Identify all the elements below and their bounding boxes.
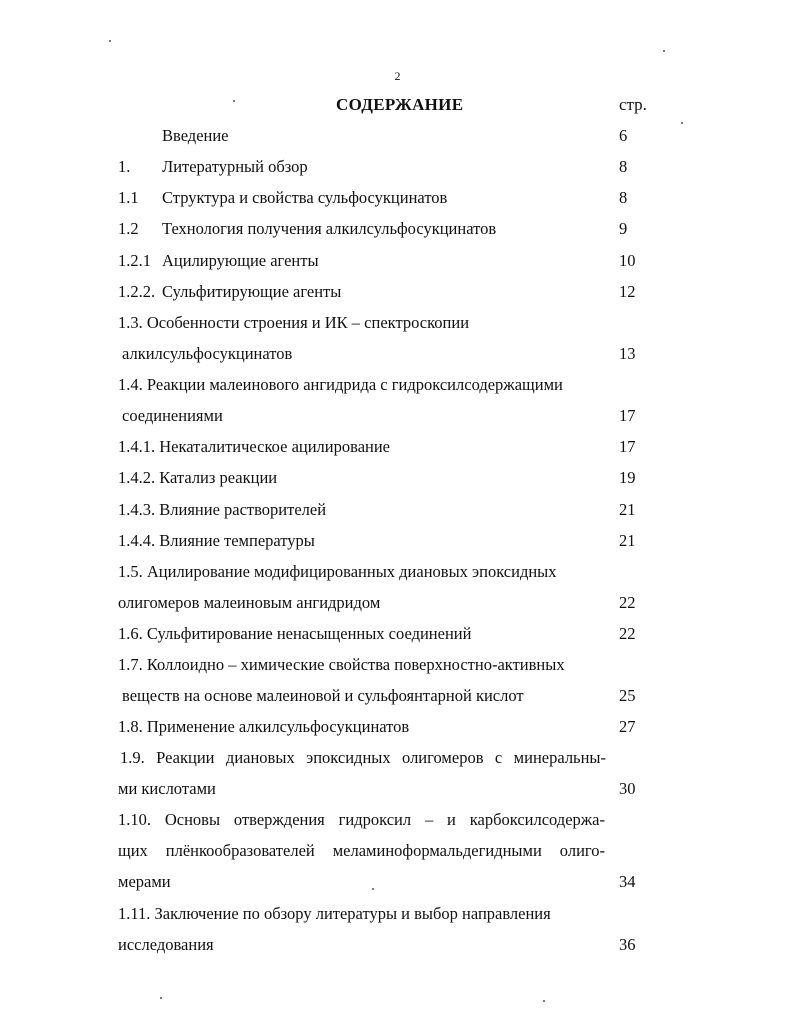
toc-entry [0, 715, 795, 739]
toc-entry [0, 870, 795, 894]
toc-entry-page: 19 [619, 468, 636, 487]
toc-entry-page: 21 [619, 500, 636, 519]
toc-entry-title: 1.8. Применение алкилсульфосукцинатов [118, 717, 410, 736]
toc-entry-title: ми кислотами [118, 779, 216, 798]
page-number: 2 [394, 69, 401, 83]
toc-entry-title: Сульфитирующие агенты [162, 282, 342, 301]
toc-entry-title: 1.9. Реакции диановых эпоксидных олигомеров с минеральны- [120, 748, 606, 767]
toc-entry [0, 280, 795, 304]
toc-entry-title: Литературный обзор [162, 157, 308, 176]
toc-entry-page: 36 [619, 935, 636, 954]
toc-entry [0, 217, 795, 241]
toc-entry [0, 746, 795, 770]
toc-entry [0, 622, 795, 646]
toc-entry [0, 684, 795, 708]
toc-entry-title: 1.6. Сульфитирование ненасыщенных соединений [118, 624, 472, 643]
toc-entry-title: соединениями [122, 406, 223, 425]
toc-entry [0, 311, 795, 335]
toc-entry-page: 8 [619, 188, 628, 207]
toc-entry-title: щих плёнкообразователей меламиноформальдегидными олиго- [118, 841, 605, 860]
toc-entry-title: 1.4.2. Катализ реакции [118, 468, 278, 487]
toc-entry-title: 1.3. Особенности строения и ИК – спектроскопии [118, 313, 470, 332]
toc-entry-number: 1.2.1 [118, 251, 151, 270]
toc-entry [0, 186, 795, 210]
toc-entry-title: Ацилирующие агенты [162, 251, 319, 270]
toc-entry-title: 1.4.3. Влияние растворителей [118, 500, 327, 519]
toc-entry-title: исследования [118, 935, 214, 954]
toc-entry-title: мерами [118, 872, 171, 891]
scan-speck [160, 997, 162, 999]
toc-entry [0, 466, 795, 490]
toc-entry-number: 1.1 [118, 188, 139, 207]
toc-entry-page: 12 [619, 282, 636, 301]
toc-entry-page: 30 [619, 779, 636, 798]
toc-entry [0, 839, 795, 863]
toc-entry [0, 933, 795, 957]
toc-entry-page: 9 [619, 219, 628, 238]
toc-entry [0, 529, 795, 553]
toc-entry-title: 1.4.1. Некаталитическое ацилирование [118, 437, 391, 456]
toc-entry [0, 373, 795, 397]
toc-entry [0, 777, 795, 801]
toc-entry [0, 124, 795, 148]
toc-entry-title: олигомеров малеиновым ангидридом [118, 593, 381, 612]
scan-speck [372, 888, 374, 890]
toc-entry-page: 22 [619, 624, 636, 643]
toc-entry-page: 22 [619, 593, 636, 612]
toc-entry [0, 249, 795, 273]
toc-entry-title: 1.11. Заключение по обзору литературы и выбор направления [118, 904, 551, 923]
toc-entry [0, 342, 795, 366]
toc-entry-page: 6 [619, 126, 628, 145]
toc-entry-title: Технология получения алкилсульфосукцинатов [162, 219, 497, 238]
toc-entry-page: 17 [619, 437, 636, 456]
toc-entry-title: Введение [162, 126, 229, 145]
scan-speck [681, 122, 683, 124]
page-title: СОДЕРЖАНИЕ [336, 95, 464, 114]
scan-speck [543, 1000, 545, 1002]
toc-entry-title: Структура и свойства сульфосукцинатов [162, 188, 448, 207]
toc-entry [0, 498, 795, 522]
toc-entry-title: алкилсульфосукцинатов [122, 344, 293, 363]
scan-speck [233, 100, 235, 102]
toc-entry-title: 1.7. Коллоидно – химические свойства поверхностно-активных [118, 655, 565, 674]
toc-entry-page: 21 [619, 531, 636, 550]
page-column-header: стр. [619, 95, 647, 114]
toc-entry-number: 1.2.2. [118, 282, 156, 301]
toc-entry [0, 902, 795, 926]
toc-entry [0, 591, 795, 615]
toc-entry-title: веществ на основе малеиновой и сульфоянтарной кислот [122, 686, 524, 705]
toc-entry-title: 1.4. Реакции малеинового ангидрида с гидроксилсодержащими [118, 375, 563, 394]
toc-entry [0, 560, 795, 584]
toc-entry [0, 155, 795, 179]
toc-entry-page: 10 [619, 251, 636, 270]
toc-entry-page: 34 [619, 872, 636, 891]
toc-entry-number: 1. [118, 157, 131, 176]
toc-entry [0, 435, 795, 459]
toc-entry-page: 25 [619, 686, 636, 705]
toc-entry-title: 1.5. Ацилирование модифицированных диановых эпоксидных [118, 562, 557, 581]
scan-speck [109, 40, 111, 42]
toc-entry-page: 27 [619, 717, 636, 736]
toc-entry [0, 653, 795, 677]
toc-entry-page: 8 [619, 157, 628, 176]
toc-entry-page: 17 [619, 406, 636, 425]
toc-entry-number: 1.2 [118, 219, 139, 238]
scan-speck [663, 50, 665, 52]
toc-entry-title: 1.4.4. Влияние температуры [118, 531, 315, 550]
toc-entry-title: 1.10. Основы отверждения гидроксил – и карбоксилсодержа- [118, 810, 605, 829]
toc-entry-page: 13 [619, 344, 636, 363]
toc-entry [0, 808, 795, 832]
toc-entry [0, 404, 795, 428]
